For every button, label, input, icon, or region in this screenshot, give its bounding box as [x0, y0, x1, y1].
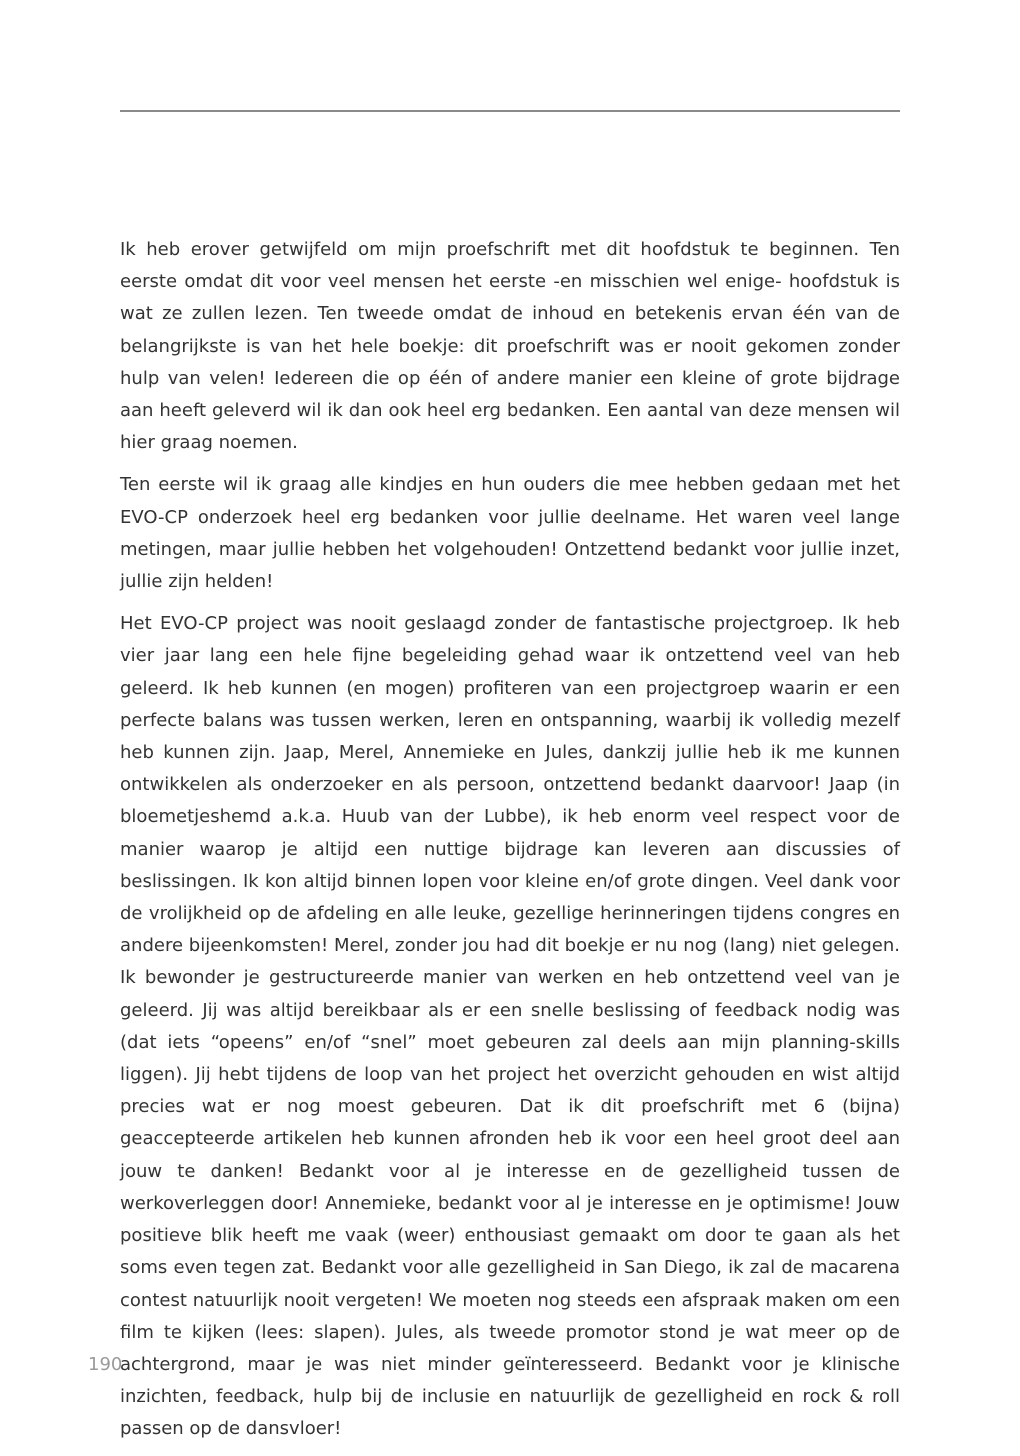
paragraph-projectgroup: Het EVO-CP project was nooit geslaagd zonder de fantastische projectgroep. Ik heb vier jaar lang een hele fijne begeleiding gehad waar ik ontzettend veel van heb geleerd. Ik heb kunnen (en mogen) profiteren van een projectgroep waarin er een perfecte balans was tussen werken, leren en ontspanning, waarbij ik volledig mezelf heb kunnen zijn. Jaap, Merel, Annemieke en Jules, dankzij jullie heb ik me kunnen ontwikkelen als onderzoeker en als persoon, ontzettend bedankt daarvoor! Jaap (in bloemetjeshemd a.k.a. Huub van der Lubbe), ik heb enorm veel respect voor de manier waarop je altijd een nuttige bijdrage kan leveren aan discussies of beslissingen. Ik kon altijd binnen lopen voor kleine en/of grote dingen. Veel dank voor de vrolijkheid op de afdeling en alle leuke, gezellige herinneringen tijdens congres en andere bijeenkomsten! Merel, zonder jou had dit boekje er nu nog (lang) niet gelegen. Ik bewonder je gestructureerde manier van werken en heb ontzettend veel van je geleerd. Jij was altijd bereikbaar als er een snelle beslissing of feedback nodig was (dat iets “opeens” en/of “snel” moet gebeuren zal deels aan mijn planning-skills liggen). Jij hebt tijdens de loop van het project het overzicht gehouden en wist altijd precies wat er nog moest gebeuren. Dat ik dit proefschrift met 6 (bijna) geaccepteerde artikelen heb kunnen afronden heb ik voor een heel groot deel aan jouw te danken! Bedankt voor al je interesse en de gezelligheid tussen de werkoverleggen door! Annemieke, bedankt voor al je interesse en je optimisme! Jouw positieve blik heeft me vaak (weer) enthousiast gemaakt om door te gaan als het soms even tegen zat. Bedankt voor alle gezelligheid in San Diego, ik zal de macarena contest natuurlijk nooit vergeten! We moeten nog steeds een afspraak maken om een film te kijken (lees: slapen). Jules, als tweede promotor stond je wat meer op de achtergrond, maar je was niet minder geïnteresseerd. Bedankt voor je klinische inzichten, feedback, hulp bij de inclusie en natuurlijk de gezelligheid en rock & roll passen op de dansvloer!	[120, 613, 900, 1440]
paragraph-participants: Ten eerste wil ik graag alle kindjes en hun ouders die mee hebben gedaan met het EVO-CP onderzoek heel erg bedanken voor jullie deelname. Het waren veel lange metingen, maar jullie hebben het volgehouden! Ontzettend bedankt voor jullie inzet, jullie zijn helden!	[120, 474, 900, 593]
header-rule	[120, 110, 900, 112]
paragraph-intro: Ik heb erover getwijfeld om mijn proefschrift met dit hoofdstuk te beginnen. Ten eerste omdat dit voor veel mensen het eerste -en misschien wel enige- hoofdstuk is wat ze zullen lezen. Ten tweede omdat de inhoud en betekenis ervan één van de belangrijkste is van het hele boekje: dit proefschrift was er nooit gekomen zonder hulp van velen! Iedereen die op één of andere manier een kleine of grote bijdrage aan heeft geleverd wil ik dan ook heel erg bedanken. Een aantal van deze mensen wil hier graag noemen.	[120, 239, 900, 454]
page-number: 190	[88, 1354, 123, 1375]
body-text	[120, 234, 900, 1456]
